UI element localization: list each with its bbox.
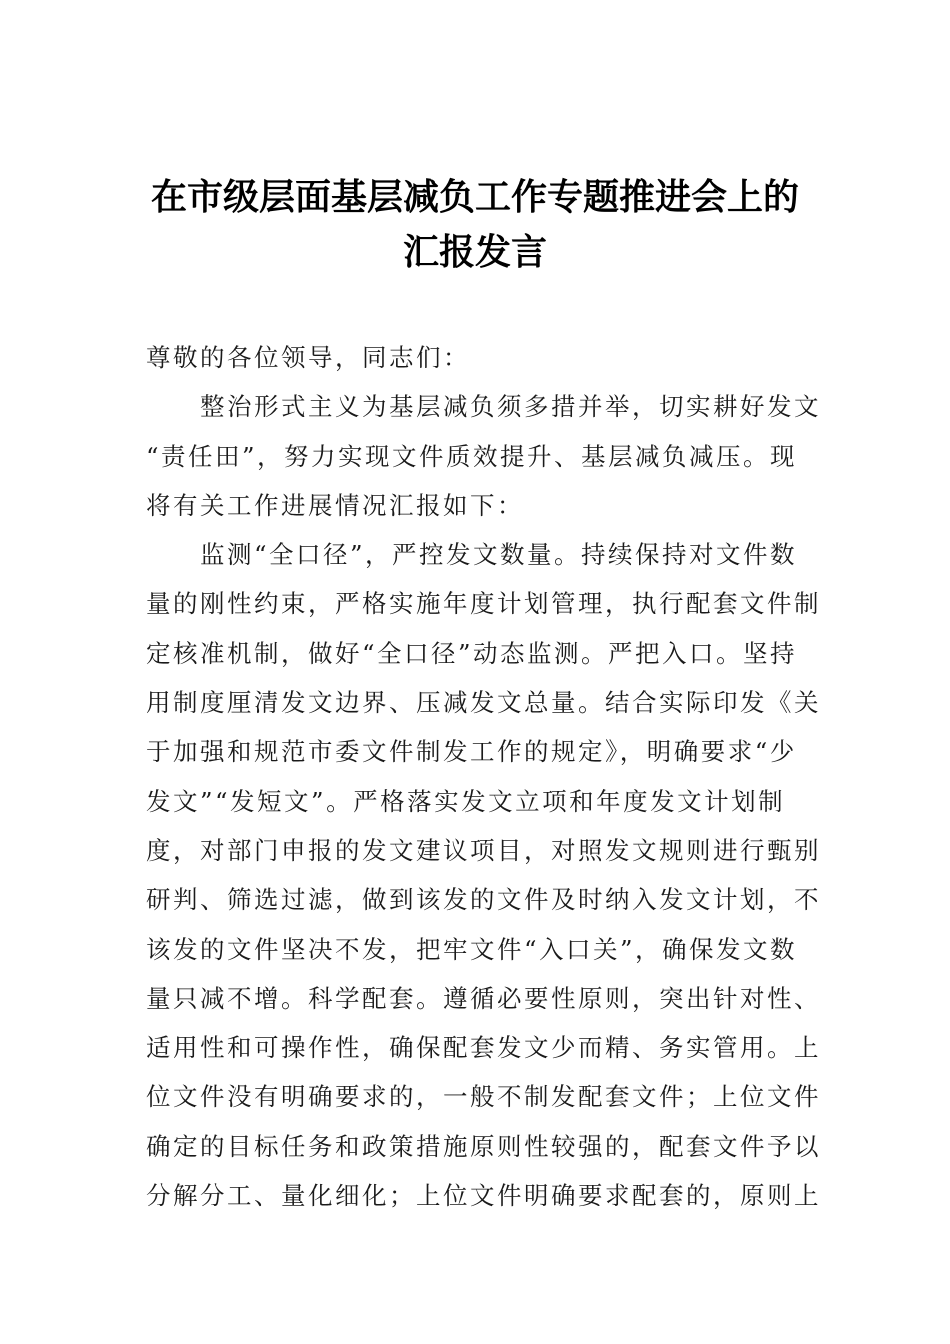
salutation-line: 尊敬的各位领导，同志们：: [146, 343, 470, 372]
document-title: [120, 170, 830, 280]
body-line: “责任田”，努力实现文件质效提升、基层减负减压。现: [146, 441, 798, 471]
title-line-2: 汇报发言: [402, 231, 547, 273]
body-line: 整治形式主义为基层减负须多措并举，切实耕好发文: [146, 392, 821, 422]
body-line: 定核准机制，做好“全口径”动态监测。严把入口。坚持: [146, 638, 798, 668]
title-line-1: 在市级层面基层减负工作专题推进会上的: [150, 176, 799, 218]
body-line: 该发的文件坚决不发，把牢文件“入口关”，确保发文数: [146, 934, 798, 964]
body-line: 监测“全口径”，严控发文数量。持续保持对文件数: [146, 540, 798, 570]
body-line: 量的刚性约束，严格实施年度计划管理，执行配套文件制: [146, 589, 821, 619]
body-line: 量只减不增。科学配套。遵循必要性原则，突出针对性、: [146, 983, 821, 1013]
body-line: 将有关工作进展情况汇报如下：: [146, 490, 524, 520]
body-line: 研判、筛选过滤，做到该发的文件及时纳入发文计划，不: [146, 885, 821, 915]
body-line: 确定的目标任务和政策措施原则性较强的，配套文件予以: [146, 1131, 821, 1161]
body-line: 用制度厘清发文边界、压减发文总量。结合实际印发《关: [146, 688, 821, 718]
body-line: 于加强和规范市委文件制发工作的规定》，明确要求“少: [146, 737, 797, 767]
body-line: 分解分工、量化细化；上位文件明确要求配套的，原则上: [146, 1181, 821, 1211]
document-body: [146, 333, 821, 1220]
body-line: 适用性和可操作性，确保配套发文少而精、务实管用。上: [146, 1033, 821, 1063]
body-line: 位文件没有明确要求的，一般不制发配套文件；上位文件: [146, 1082, 821, 1112]
body-line: 发文”“发短文”。严格落实发文立项和年度发文计划制: [146, 786, 786, 816]
body-line: 度，对部门申报的发文建议项目，对照发文规则进行甄别: [146, 835, 821, 865]
